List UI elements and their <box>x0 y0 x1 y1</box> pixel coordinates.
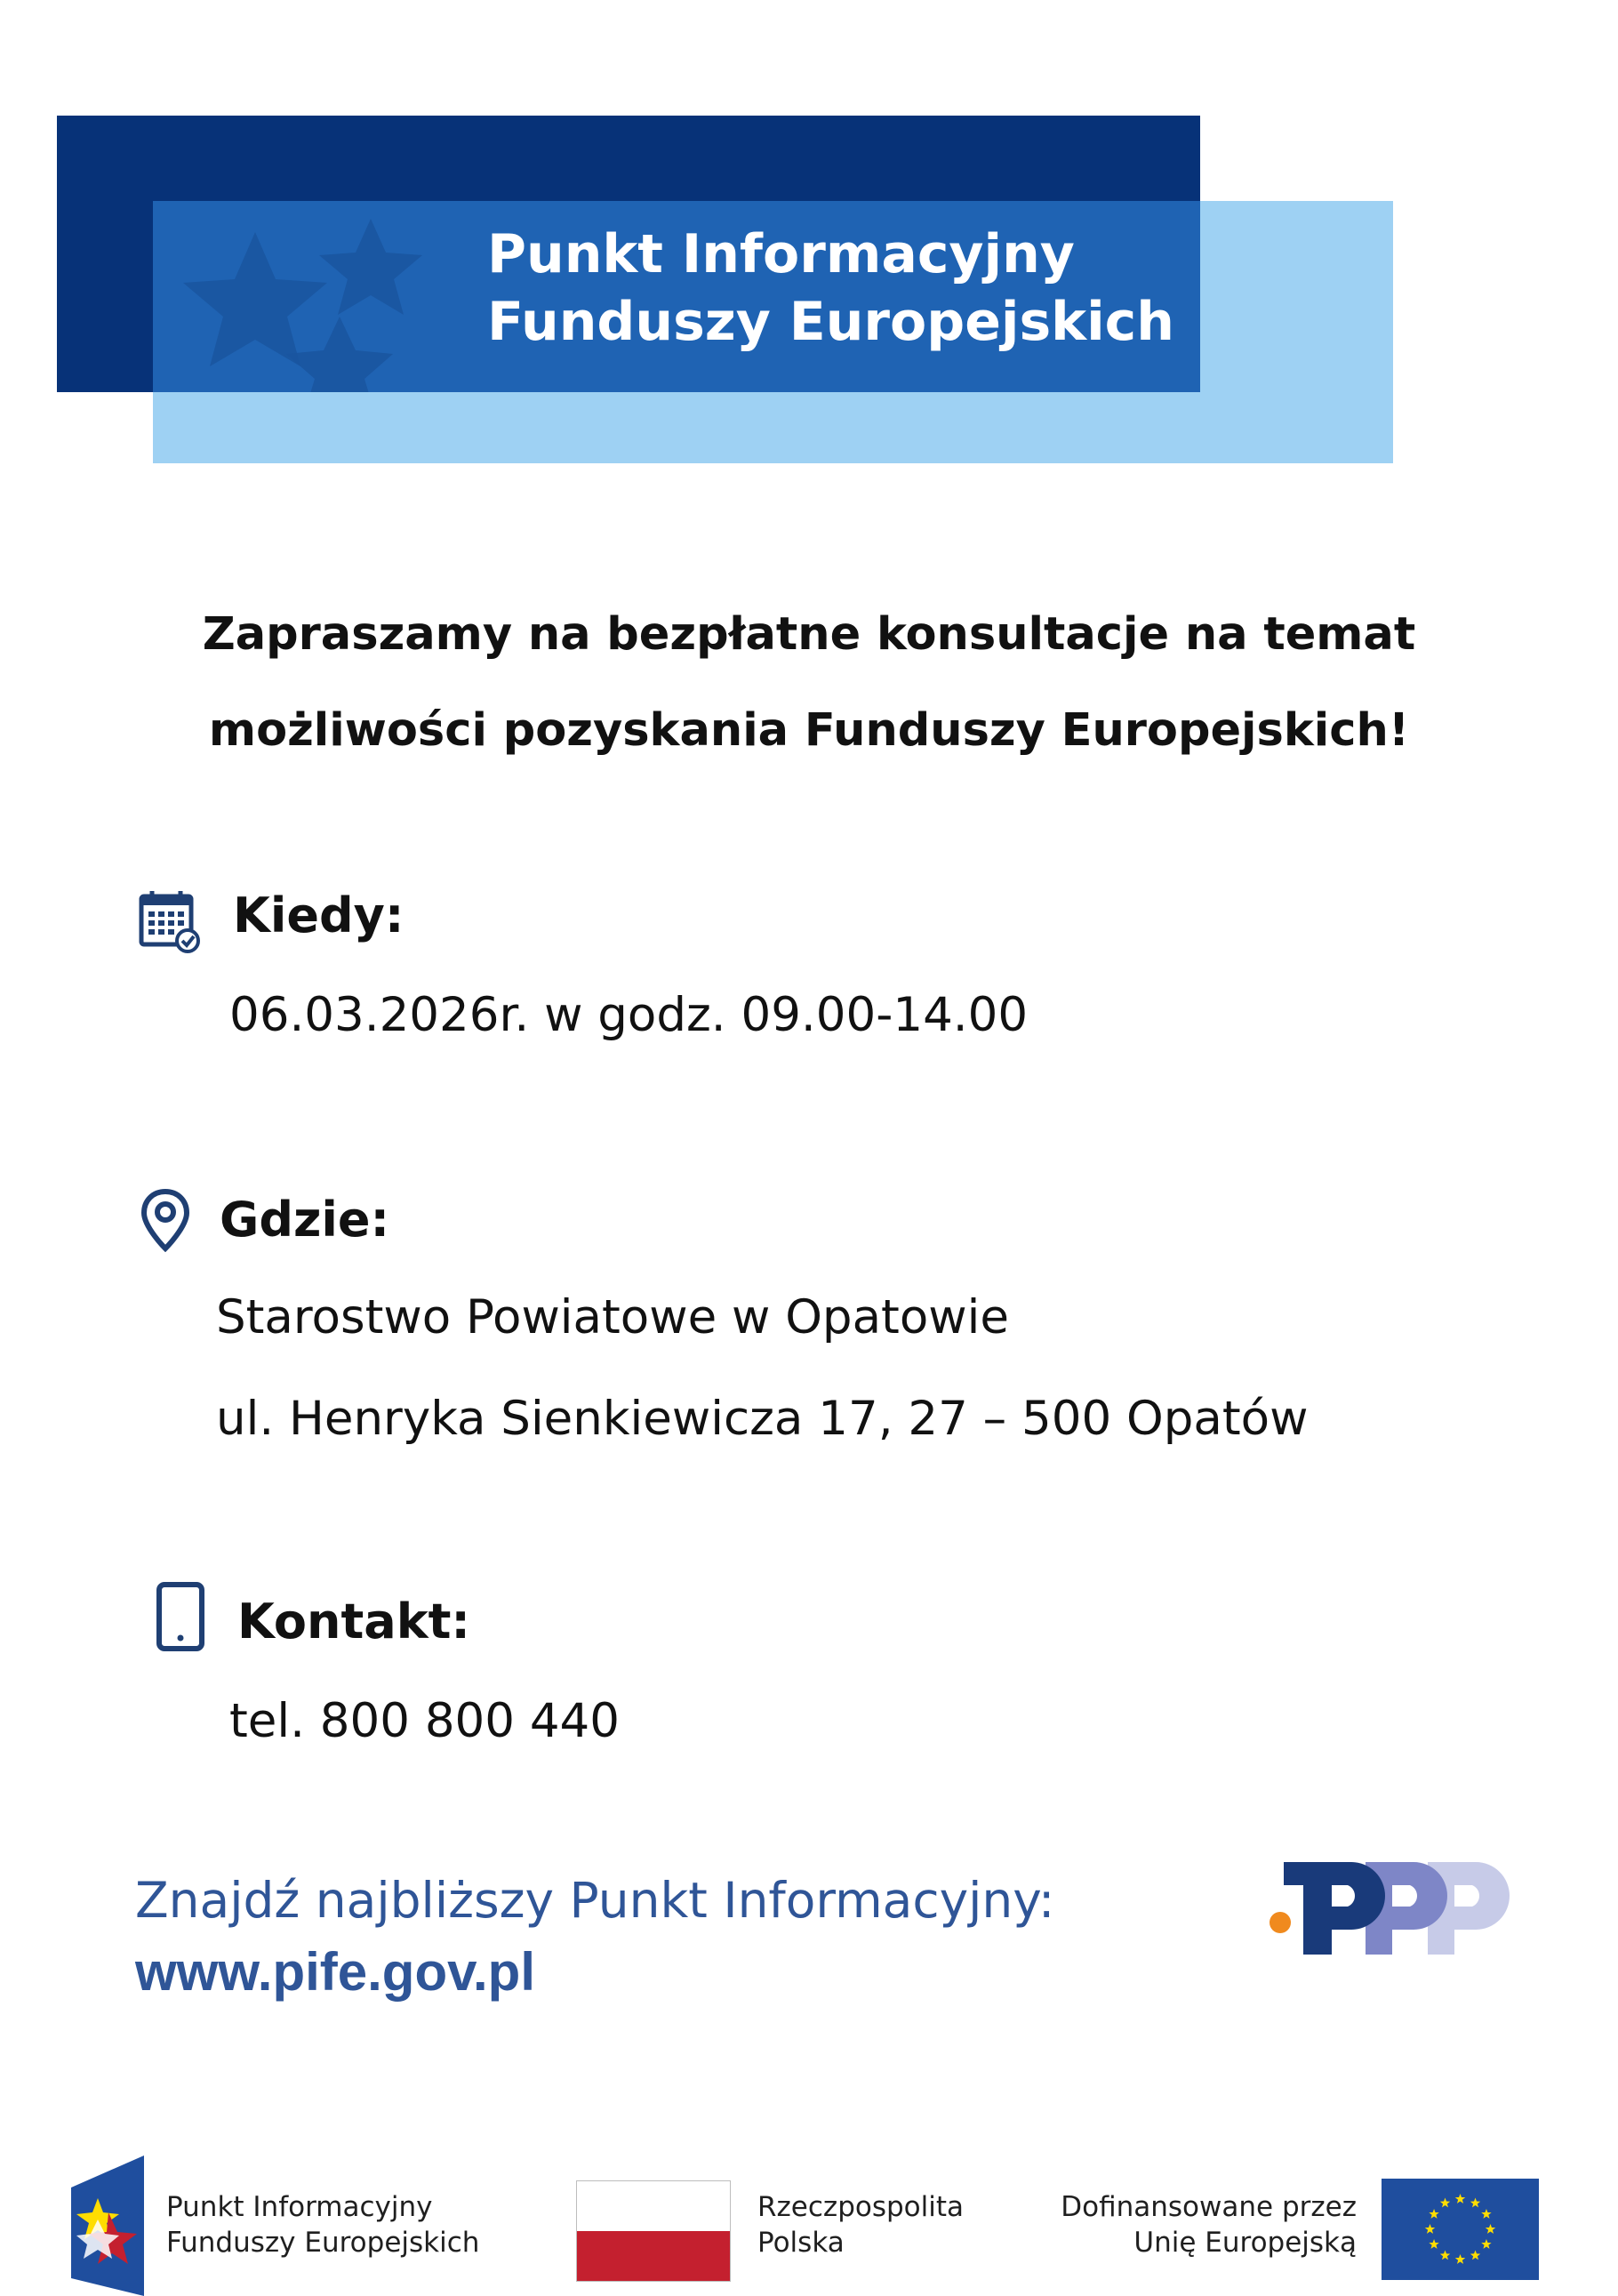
eu-flag-icon <box>1382 2179 1539 2280</box>
rp-logo-text <box>757 2189 964 2260</box>
pife-website-link[interactable]: www.pife.gov.pl <box>135 1942 535 2002</box>
location-pin-icon <box>140 1188 190 1252</box>
rp-logo-line1: Rzeczpospolita <box>757 2191 965 2223</box>
eu-logo-line1: Dofinansowane przez <box>1061 2191 1357 2223</box>
when-value: 06.03.2026r. w godz. 09.00-14.00 <box>229 988 1029 1042</box>
pife-logo-icon <box>71 2156 144 2296</box>
find-point-text: Znajdź najbliższy Punkt Informacyjny: <box>135 1872 1055 1929</box>
banner-title <box>487 221 1181 356</box>
when-label: Kiedy: <box>233 887 404 943</box>
invitation-line1: Zapraszamy na bezpłatne konsultacje na temat <box>202 608 1416 661</box>
where-line1: Starostwo Powiatowe w Opatowie <box>216 1290 1009 1345</box>
invitation-line2: możliwości pozyskania Funduszy Europejskich! <box>208 704 1410 757</box>
ppp-logo-icon <box>1261 1850 1527 1965</box>
pife-logo-line1: Punkt Informacyjny <box>166 2191 433 2223</box>
mobile-phone-icon <box>155 1581 208 1652</box>
where-label: Gdzie: <box>220 1192 390 1248</box>
contact-label: Kontakt: <box>237 1594 471 1650</box>
rp-logo-line2: Polska <box>757 2227 845 2259</box>
pife-logo-line2: Funduszy Europejskich <box>166 2227 480 2259</box>
eu-logo-line2: Unię Europejską <box>1133 2227 1357 2259</box>
pife-logo-text <box>166 2189 479 2260</box>
invitation-text <box>160 587 1458 779</box>
flag-white-stripe <box>577 2181 730 2231</box>
flag-red-stripe <box>577 2231 730 2281</box>
banner-title-line2: Funduszy Europejskich <box>487 291 1174 353</box>
calendar-icon <box>138 889 202 955</box>
polish-flag-icon <box>576 2180 731 2282</box>
where-line2: ul. Henryka Sienkiewicza 17, 27 – 500 Opatów <box>216 1392 1309 1446</box>
eu-logo-text <box>1060 2189 1357 2260</box>
banner-title-line1: Punkt Informacyjny <box>487 223 1075 285</box>
contact-value: tel. 800 800 440 <box>229 1694 620 1748</box>
banner-stars-icon <box>153 201 437 392</box>
